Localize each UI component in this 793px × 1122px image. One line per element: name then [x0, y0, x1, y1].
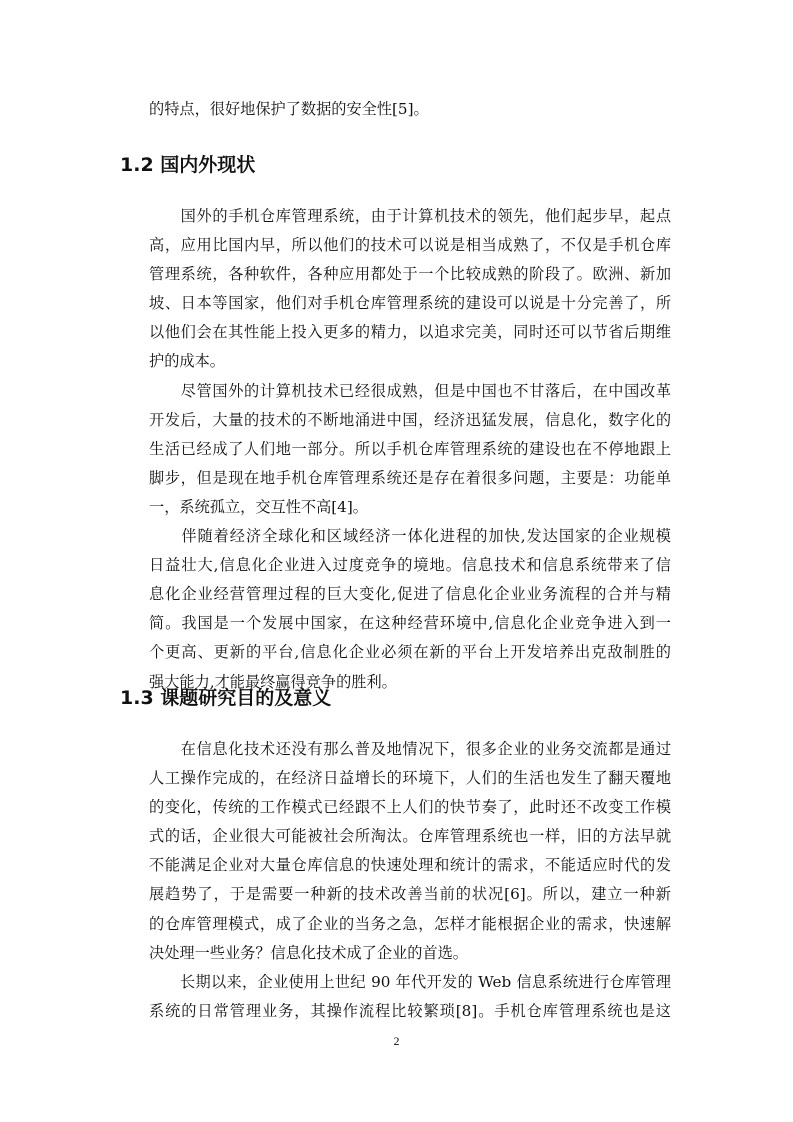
paragraph-line: 一，系统孤立，交互性不高[4]。: [149, 497, 368, 516]
paragraph-line: 不能满足企业对大量仓库信息的快速处理和统计的需求，不能适应时代的发: [149, 856, 671, 875]
paragraph-line: 脚步，但是现在地手机仓库管理系统还是存在着很多问题，主要是：功能单: [149, 468, 671, 487]
paragraph-line: 决处理一些业务？信息化技术成了企业的首选。: [149, 943, 468, 962]
section-1-3-body: [149, 735, 671, 1026]
paragraph-line: 高，应用比国内早，所以他们的技术可以说是相当成熟了，不仅是手机仓库: [149, 236, 671, 255]
paragraph-line: 式的话，企业很大可能被社会所淘汰。仓库管理系统也一样，旧的方法早就: [149, 827, 671, 846]
paragraph-line: 坡、日本等国家，他们对手机仓库管理系统的建设可以说是十分完善了，所: [149, 294, 671, 313]
paragraph-line: 以他们会在其性能上投入更多的精力，以追求完美，同时还可以节省后期维: [149, 323, 671, 342]
paragraph-line: 生活已经成了人们地一部分。所以手机仓库管理系统的建设也在不停地跟上: [149, 439, 671, 458]
paragraph-line: 长期以来，企业使用上世纪 90 年代开发的 Web 信息系统进行仓库管理: [149, 972, 671, 991]
paragraph: [149, 735, 671, 968]
page-number: 2: [393, 1034, 400, 1048]
paragraph-line: 护的成本。: [149, 352, 225, 371]
paragraph: [149, 377, 671, 522]
paragraph-line: 息化企业经营管理过程的巨大变化,促进了信息化企业业务流程的合并与精: [149, 585, 671, 604]
paragraph-line: 系统的日常管理业务，其操作流程比较繁琐[8]。手机仓库管理系统也是这: [149, 1001, 671, 1020]
paragraph-line: 在信息化技术还没有那么普及地情况下，很多企业的业务交流都是通过: [149, 740, 671, 758]
paragraph-line: 的特点，很好地保护了数据的安全性[5]。: [149, 100, 429, 118]
paragraph-line: 个更高、更新的平台,信息化企业必须在新的平台上开发培养出克敌制胜的: [149, 643, 671, 662]
section-heading-1-2: 1.2 国内外现状: [120, 154, 256, 176]
paragraph: [149, 522, 671, 697]
paragraph-line: 尽管国外的计算机技术已经很成熟，但是中国也不甘落后，在中国改革: [149, 381, 671, 400]
paragraph-line: 日益壮大,信息化企业进入过度竞争的境地。信息技术和信息系统带来了信: [149, 556, 671, 575]
paragraph: [149, 968, 671, 1026]
paragraph-line: 人工操作完成的，在经济日益增长的环境下，人们的生活也发生了翻天覆地: [149, 769, 671, 788]
continued-paragraph: [149, 95, 671, 124]
paragraph-line: 强大能力,才能最终赢得竞争的胜利。: [149, 672, 397, 691]
paragraph-line: 国外的手机仓库管理系统，由于计算机技术的领先，他们起步早，起点: [149, 207, 671, 225]
paragraph: [149, 202, 671, 377]
paragraph-line: 的变化，传统的工作模式已经跟不上人们的快节奏了，此时还不改变工作模: [149, 798, 671, 817]
section-heading-1-3: 1.3 课题研究目的及意义: [120, 687, 332, 709]
paragraph-line: 展趋势了，于是需要一种新的技术改善当前的状况[6]。所以，建立一种新: [149, 885, 671, 904]
paragraph-line: 的仓库管理模式，成了企业的当务之急，怎样才能根据企业的需求，快速解: [149, 914, 671, 933]
paragraph-line: 伴随着经济全球化和区域经济一体化进程的加快,发达国家的企业规模: [149, 527, 671, 546]
paragraph-line: 管理系统，各种软件，各种应用都处于一个比较成熟的阶段了。欧洲、新加: [149, 265, 671, 284]
paragraph-line: 简。我国是一个发展中国家，在这种经营环境中,信息化企业竞争进入到一: [149, 614, 671, 633]
section-1-2-body: [149, 202, 671, 697]
paragraph-line: 开发后，大量的技术的不断地涌进中国，经济迅猛发展，信息化，数字化的: [149, 410, 671, 429]
